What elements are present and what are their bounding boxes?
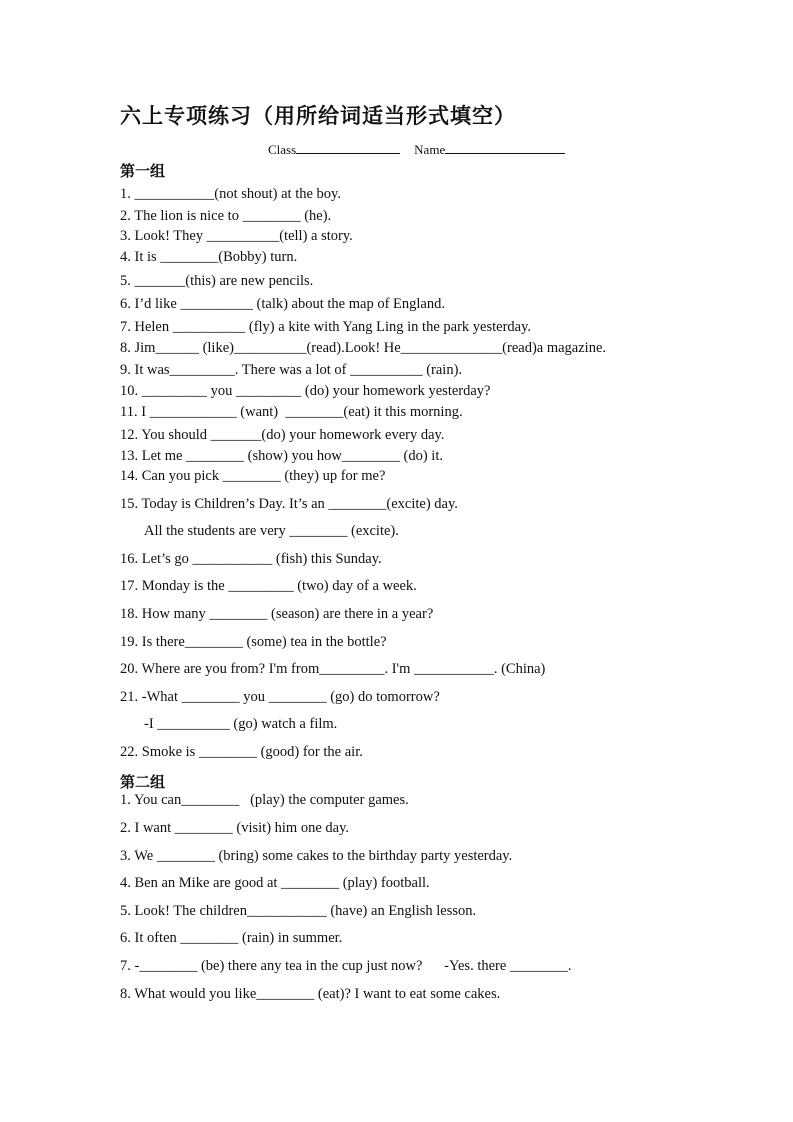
question-line: 11. I ____________ (want) ________(eat) it this morning. xyxy=(120,404,463,420)
page-title: 六上专项练习（用所给词适当形式填空） xyxy=(120,104,516,128)
question-line: 21. -What ________ you ________ (go) do tomorrow? xyxy=(120,689,440,705)
question-line: 6. It often ________ (rain) in summer. xyxy=(120,930,343,946)
question-line: 5. _______(this) are new pencils. xyxy=(120,273,314,289)
question-line: 14. Can you pick ________ (they) up for me? xyxy=(120,468,386,484)
question-line: 13. Let me ________ (show) you how________ (do) it. xyxy=(120,448,443,464)
question-line: 8. Jim______ (like)__________(read).Look! He______________(read)a magazine. xyxy=(120,340,607,356)
question-line: 20. Where are you from? I'm from_________. I'm ___________. (China) xyxy=(120,661,546,677)
group2-heading: 第二组 xyxy=(120,773,166,791)
question-line: 7. -________ (be) there any tea in the cup just now? -Yes. there ________. xyxy=(120,958,572,974)
question-line: 1. You can________ (play) the computer games. xyxy=(120,792,409,808)
class-blank[interactable] xyxy=(296,141,400,154)
name-blank[interactable] xyxy=(445,141,565,154)
question-line: 15. Today is Children’s Day. It’s an ________(excite) day. xyxy=(120,496,458,512)
question-line: 6. I’d like __________ (talk) about the map of England. xyxy=(120,296,445,312)
question-line: 4. It is ________(Bobby) turn. xyxy=(120,249,298,265)
question-line: 2. I want ________ (visit) him one day. xyxy=(120,820,350,836)
question-line: -I __________ (go) watch a film. xyxy=(144,716,338,732)
question-line: 2. The lion is nice to ________ (he). xyxy=(120,208,332,224)
question-line: 8. What would you like________ (eat)? I want to eat some cakes. xyxy=(120,986,501,1002)
name-label: Name xyxy=(414,142,446,157)
class-name-line xyxy=(268,141,565,158)
class-label: Class xyxy=(268,142,297,157)
question-line: All the students are very ________ (excite). xyxy=(144,523,399,539)
question-line: 22. Smoke is ________ (good) for the air. xyxy=(120,744,363,760)
question-line: 12. You should _______(do) your homework every day. xyxy=(120,427,445,443)
question-line: 19. Is there________ (some) tea in the bottle? xyxy=(120,634,387,650)
question-line: 4. Ben an Mike are good at ________ (play) football. xyxy=(120,875,430,891)
question-line: 10. _________ you _________ (do) your homework yesterday? xyxy=(120,383,491,399)
question-line: 16. Let’s go ___________ (fish) this Sunday. xyxy=(120,551,382,567)
question-line: 17. Monday is the _________ (two) day of a week. xyxy=(120,578,417,594)
question-line: 3. Look! They __________(tell) a story. xyxy=(120,228,353,244)
question-line: 7. Helen __________ (fly) a kite with Yang Ling in the park yesterday. xyxy=(120,319,532,335)
question-line: 3. We ________ (bring) some cakes to the birthday party yesterday. xyxy=(120,848,513,864)
question-line: 1. ___________(not shout) at the boy. xyxy=(120,186,341,202)
question-line: 5. Look! The children___________ (have) an English lesson. xyxy=(120,903,477,919)
question-line: 18. How many ________ (season) are there in a year? xyxy=(120,606,434,622)
group1-heading: 第一组 xyxy=(120,162,166,180)
question-line: 9. It was_________. There was a lot of __________ (rain). xyxy=(120,362,463,378)
